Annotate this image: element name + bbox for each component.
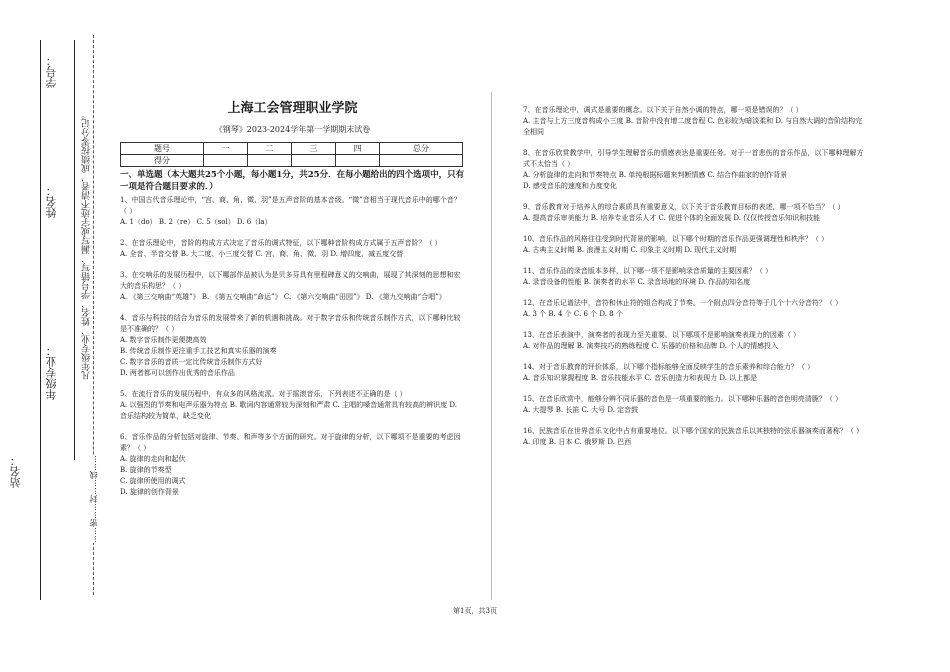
question-stem: 14、对于音乐教育的评价体系，以下哪个指标能够全面反映学生的音乐素养和综合能力？（ ） xyxy=(523,363,815,371)
student-id-label: 学号： xyxy=(45,55,58,88)
section-heading: 一、单选题（本大题共25个小题，每小题1分，共25分．在每小题给出的四个选项中，只有一项是符合题目要求的．） xyxy=(120,170,465,192)
score-input-cell[interactable] xyxy=(335,155,379,167)
question-options: D. 两者都可以创作出优秀的音乐作品 xyxy=(120,369,235,377)
question-options: A. 提高音乐审美能力 B. 培养专业音乐人才 C. 促进个体的全面发展 D. 仅仅传授音乐知识和技能 xyxy=(523,214,821,222)
question-item xyxy=(120,313,465,379)
question-options: A. 全音、半音交替 B. 大二度、小三度交替 C. 宫、商、角、徵、羽 D. 增四度、减五度交替 xyxy=(120,250,404,258)
question-options: A. 古典主义时期 B. 浪漫主义时期 C. 印象主义时期 D. 现代主义时期 xyxy=(523,246,737,254)
question-options: B. 传统音乐制作更注重手工技艺和真实乐器的演奏 xyxy=(120,347,277,355)
question-item xyxy=(523,298,868,320)
question-stem: 11、音乐作品的录音版本多样，以下哪一项不是影响录音质量的主要因素？（ ） xyxy=(523,267,773,275)
score-header-cell: 题号 xyxy=(121,143,204,155)
score-input-cell[interactable] xyxy=(379,155,462,167)
score-header-cell: 总分 xyxy=(379,143,462,155)
score-table xyxy=(120,142,463,167)
question-options: C. 旋律所使用的调式 xyxy=(120,477,186,485)
question-stem: 10、音乐作品的风格往往受到时代背景的影响，以下哪个时期的音乐作品更强调理性和秩序？（ ） xyxy=(523,235,829,243)
question-stem: 4、音乐与科技的结合为音乐的发展带来了新的机遇和挑战。对于数字音乐和传统音乐制作方式，以下哪种比较是不准确的？（ ） xyxy=(120,314,461,333)
question-options: A. 对作品的理解 B. 演奏技巧的熟练程度 C. 乐器的价格和品牌 D. 个人的情感投入 xyxy=(523,342,779,350)
question-options: A. 印度 B. 日本 C. 俄罗斯 D. 巴西 xyxy=(523,438,632,446)
question-stem: 16、民族音乐在世界音乐文化中占有重要地位。以下哪个国家的民族音乐以其独特的弦乐器演奏而著称？（ ） xyxy=(523,427,864,435)
question-options: B. 旋律的节奏型 xyxy=(120,466,172,474)
question-stem: 1、中国古代音乐理论中，“宫、商、角、徵、羽”是五声音阶的基本音级。“徵”音相当于现代音乐中的哪个音？（ ） xyxy=(120,196,461,215)
question-stem: 15、在音乐欣赏中，能够分辨不同乐器的音色是一项重要的能力。以下哪种乐器的音色明亮清脆？（ ） xyxy=(523,395,843,403)
question-options: A. 录音设备的性能 B. 演奏者的水平 C. 录音场地的环境 D. 作品的知名度 xyxy=(523,278,751,286)
question-options: A. 《第三交响曲“英雄”》 B. 《第五交响曲“命运”》 C. 《第六交响曲“田园”》 D. 《第九交响曲“合唱”》 xyxy=(120,293,446,301)
question-item xyxy=(523,148,868,192)
question-item xyxy=(523,426,868,448)
question-item xyxy=(120,195,465,228)
question-item xyxy=(523,394,868,416)
question-item xyxy=(523,362,868,384)
left-question-list xyxy=(120,195,465,498)
question-stem: 2、在音乐理论中，音阶的构成方式决定了音乐的调式特征，以下哪种音阶构成方式属于五声音阶？（ ） xyxy=(120,239,442,247)
question-item xyxy=(523,330,868,352)
question-options: D. 感受音乐的速度和力度变化 xyxy=(523,182,617,190)
question-stem: 9、音乐教育对于培养人的综合素质具有重要意义，以下关于音乐教育目标的表述，哪一项不恰当？（ ） xyxy=(523,203,845,211)
question-options: A. 数字音乐制作更便捷高效 xyxy=(120,336,207,344)
score-input-cell[interactable] xyxy=(248,155,292,167)
question-item xyxy=(120,238,465,260)
question-item xyxy=(523,266,868,288)
question-item xyxy=(523,202,868,224)
seal-text: ……密……封……线…… xyxy=(89,455,98,543)
name-label: 姓名： xyxy=(45,185,58,218)
question-item xyxy=(120,432,465,498)
right-question-list xyxy=(523,105,868,448)
left-column xyxy=(120,169,465,508)
page-footer: 第1页，共3页 xyxy=(453,607,497,615)
question-options: D. 旋律的创作背景 xyxy=(120,488,179,496)
score-header-cell: 三 xyxy=(291,143,335,155)
question-options: C. 数字音乐的音质一定比传统音乐制作方式好 xyxy=(120,358,263,366)
question-stem: 6、音乐作品的分析包括对旋律、节奏、和声等多个方面的研究。对于旋律的分析，以下哪项不是重要的考虑因素？（ ） xyxy=(120,433,461,452)
binding-line-1 xyxy=(40,40,41,600)
question-item xyxy=(523,234,868,256)
question-options: A. 1（do） B. 2（re） C. 5（sol） D. 6（la） xyxy=(120,218,272,226)
right-column xyxy=(523,105,868,458)
question-stem: 3、在交响乐的发展历程中，以下哪部作品被认为是贝多芬具有里程碑意义的交响曲，展现了其深刻的思想和宏大的音乐构思？（ ） xyxy=(120,271,461,290)
question-options: A. 主音与上方三度音构成小三度 B. 音阶中没有增二度音程 C. 色彩较为暗淡柔和 D. 与自然大调的音阶结构完全相同 xyxy=(523,117,863,136)
question-stem: 8、在音乐欣赏教学中，引导学生理解音乐的情感表达是重要任务。对于一首悲伤的音乐作品，以下哪种理解方式不太恰当（ ） xyxy=(523,149,864,168)
question-stem: 5、在流行音乐的发展历程中，有众多的风格流派。对于摇滚音乐，下列表述不正确的是（ ） xyxy=(120,390,407,398)
school-label: 站名： xyxy=(9,455,22,488)
school-title: 上海工会管理职业学院 xyxy=(227,101,358,116)
question-options: A. 分析旋律的走向和节奏特点 B. 单纯根据标题来判断情感 C. 结合作曲家的创作背景 xyxy=(523,171,788,179)
question-stem: 13、在音乐表演中，演奏者的表现力至关重要。以下哪项不是影响演奏表现力的因素（ ） xyxy=(523,331,801,339)
question-item xyxy=(120,270,465,303)
question-options: A. 大提琴 B. 长笛 C. 大号 D. 定音鼓 xyxy=(523,406,639,414)
center-divider xyxy=(491,92,492,600)
score-table-score-row xyxy=(121,155,463,167)
score-header-cell: 二 xyxy=(248,143,292,155)
score-table-header-row xyxy=(121,143,463,155)
score-row-label: 得分 xyxy=(121,155,204,167)
score-input-cell[interactable] xyxy=(291,155,335,167)
binding-line-2 xyxy=(74,40,75,460)
question-options: A. 音乐知识掌握程度 B. 音乐技能水平 C. 音乐创造力和表现力 D. 以上都是 xyxy=(523,374,758,382)
question-stem: 7、在音乐理论中，调式是重要的概念。以下关于自然小调的特点，哪一项是错误的？（ ） xyxy=(523,106,803,114)
notice-text: 凡年级专业、姓名、学号错写、漏写或字迹不清者，成绩按零分记。 xyxy=(82,110,92,380)
question-stem: 12、在音乐记谱法中，音符和休止符的组合构成了节奏。一个附点四分音符等于几个十六分音符？（ ） xyxy=(523,299,843,307)
score-header-cell: 一 xyxy=(204,143,248,155)
question-options: A. 旋律的走向和起伏 xyxy=(120,455,186,463)
class-label: 年级专业： xyxy=(45,345,58,400)
question-options: A. 3 个 B. 4 个 C. 6 个 D. 8 个 xyxy=(523,310,623,318)
question-item xyxy=(523,105,868,138)
question-options: A. 以强烈的节奏和电声乐器为特点 B. 歌词内容通常较为深刻和严肃 C. 主唱的嗓音通常具有较高的辨识度 D. 音乐结构较为简单，缺乏变化 xyxy=(120,401,457,420)
score-input-cell[interactable] xyxy=(204,155,248,167)
exam-subtitle: 《钢琴》2023-2024学年第一学期期末试卷 xyxy=(214,125,371,134)
question-item xyxy=(120,389,465,422)
score-header-cell: 四 xyxy=(335,143,379,155)
